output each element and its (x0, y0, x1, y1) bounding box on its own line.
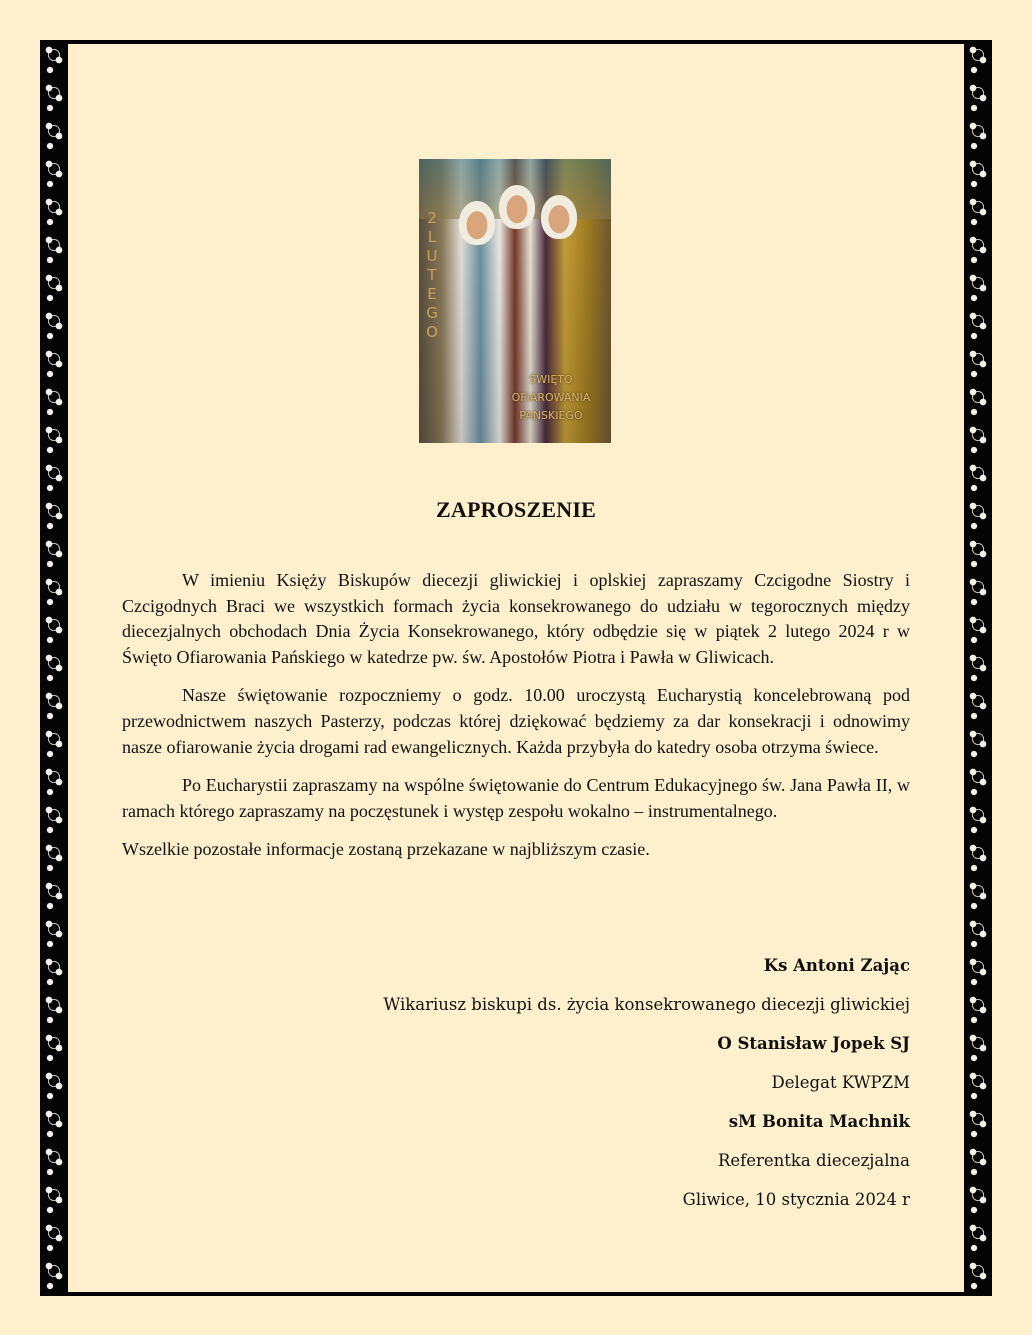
place-and-date: Gliwice, 10 stycznia 2024 r (682, 1190, 910, 1209)
presentation-of-the-lord-image (419, 159, 611, 443)
paragraph-after-mass: Po Eucharystii zapraszamy na wspólne świętowanie do Centrum Edukacyjnego św. Jana Pawła II, w ramach którego zapraszamy na poczęstunek i występ zespołu wokalno – instrumentalnego. (122, 775, 910, 821)
image-vertical-date-text: 2 LUTEGO (426, 209, 438, 341)
left-floral-border-ornament (40, 40, 68, 1296)
image-figures (419, 181, 611, 241)
simeon-figure (541, 195, 577, 239)
signatory-name-1: Ks Antoni Zając (763, 956, 910, 975)
caption-line: OFIAROWANIA (511, 391, 591, 404)
image-feast-caption (501, 371, 601, 425)
signatory-role-1: Wikariusz biskupi ds. życia konsekrowanego diecezji gliwickiej (383, 995, 910, 1014)
signatory-role-2: Delegat KWPZM (771, 1073, 910, 1092)
signatory-name-3: sM Bonita Machnik (728, 1112, 910, 1131)
invitation-body (122, 568, 910, 876)
joseph-figure (499, 185, 535, 229)
signatory-name-2: O Stanisław Jopek SJ (717, 1034, 910, 1053)
caption-line: ŚWIĘTO (529, 373, 573, 386)
paragraph-further-info: Wszelkie pozostałe informacje zostaną przekazane w najbliższym czasie. (122, 839, 650, 860)
right-floral-border-ornament (964, 40, 992, 1296)
paragraph-celebration: Nasze świętowanie rozpoczniemy o godz. 10.00 uroczystą Eucharystią koncelebrowaną pod przewodnictwem naszych Pasterzy, podczas której dziękować będziemy za dar konsekracji i odnowimy nasze ofiarowanie życia drogami rad ewangelicznych. Każda przybyła do katedry osoba otrzyma świece. (122, 685, 910, 757)
mary-figure (459, 201, 495, 245)
paragraph-invitation: W imieniu Księży Biskupów diecezji gliwickiej i oplskiej zapraszamy Czcigodne Siostry i Czcigodnych Braci we wszystkich formach życia konsekrowanego do udziału w tegorocznych między diecezjalnych obchodach Dnia Życia Konsekrowanego, który odbędzie się w piątek 2 lutego 2024 r w Święto Ofiarowania Pańskiego w katedrze pw. św. Apostołów Piotra i Pawła w Gliwicach. (122, 570, 910, 667)
caption-line: PAŃSKIEGO (519, 409, 583, 422)
signatory-role-3: Referentka diecezjalna (717, 1151, 910, 1170)
document-title: ZAPROSZENIE (436, 497, 596, 522)
